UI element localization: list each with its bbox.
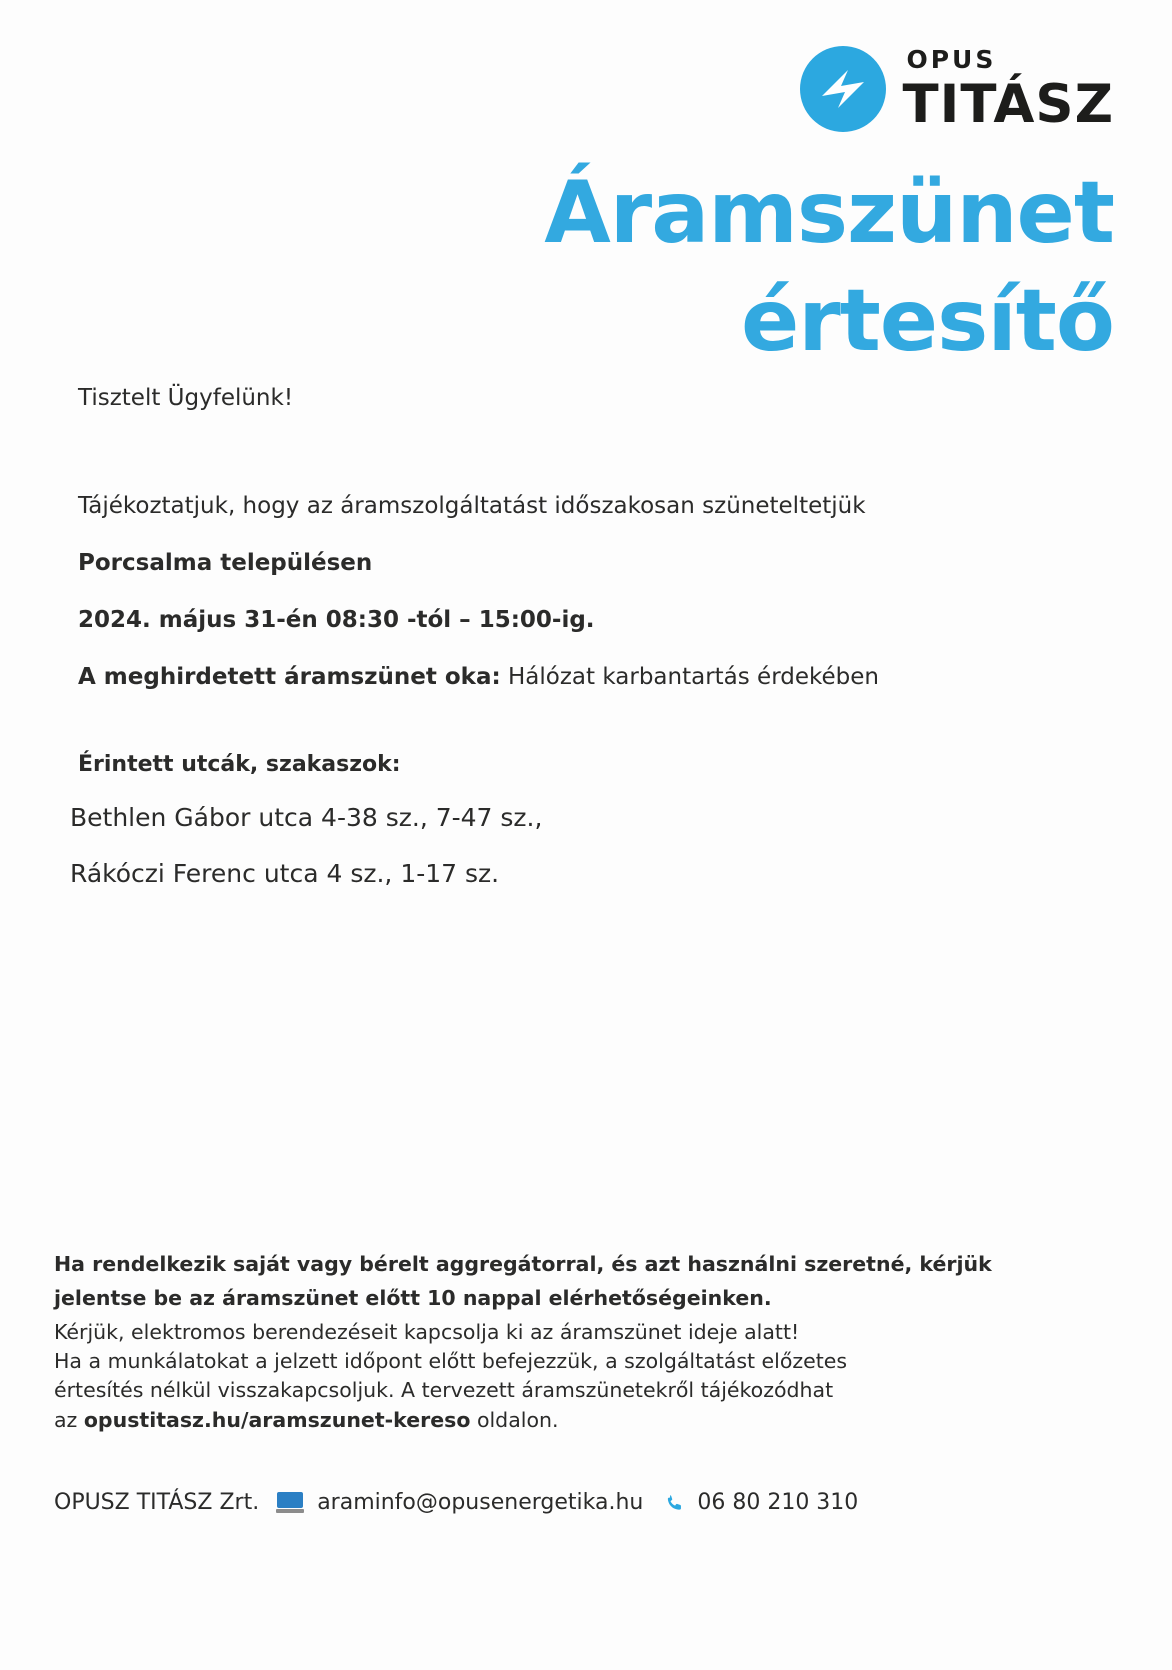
monitor-icon	[276, 1492, 304, 1514]
website-link[interactable]: opustitasz.hu/aramszunet-kereso	[83, 1407, 471, 1432]
streets-label: Érintett utcák, szakaszok:	[78, 752, 401, 777]
footer-notes	[54, 1250, 1084, 1435]
contact-email[interactable]: araminfo@opusenergetika.hu	[317, 1490, 644, 1515]
intro-text: Tájékoztatjuk, hogy az áramszolgáltatást időszakosan szüneteltetjük	[78, 493, 866, 519]
reason-label: A meghirdetett áramszünet oka:	[78, 663, 501, 690]
brand-wordmark	[902, 45, 1114, 135]
footer-note-3: értesítés nélkül visszakapcsoljuk. A tervezett áramszünetekről tájékozódhat	[54, 1378, 834, 1403]
notice-body	[78, 492, 1038, 720]
opus-bolt-icon	[800, 46, 886, 132]
footer-note-4-prefix: az	[54, 1407, 84, 1432]
footer-note-1: Kérjük, elektromos berendezéseit kapcsolja ki az áramszünet ideje alatt!	[54, 1320, 800, 1345]
page-title-line2: értesítő	[740, 270, 1114, 371]
contact-phone[interactable]: 06 80 210 310	[697, 1490, 859, 1515]
phone-icon	[664, 1492, 686, 1514]
footer-note-4-suffix: oldalon.	[470, 1407, 559, 1432]
brand-logo	[800, 45, 1114, 135]
reason-line	[78, 663, 1038, 693]
contact-line	[54, 1490, 858, 1515]
brand-opus-text: OPUS	[906, 45, 997, 74]
list-item: Rákóczi Ferenc utca 4 sz., 1-17 sz.	[70, 859, 500, 888]
brand-titasz-text: TITÁSZ	[902, 74, 1114, 135]
streets-list	[70, 805, 970, 917]
page-title-line1: Áramszünet	[544, 163, 1114, 263]
footer-bold-line-1: Ha rendelkezik saját vagy bérelt aggregátorral, és azt használni szeretné, kérjük	[54, 1252, 992, 1276]
company-name: OPUSZ TITÁSZ Zrt.	[54, 1490, 260, 1515]
salutation: Tisztelt Ügyfelünk!	[78, 385, 294, 411]
footer-note-4	[54, 1406, 1084, 1435]
footer-bold-line-2: jelentse be az áramszünet előtt 10 nappal elérhetőségeinken.	[54, 1286, 772, 1311]
page-title	[334, 160, 1114, 375]
list-item: Bethlen Gábor utca 4-38 sz., 7-47 sz.,	[70, 803, 543, 832]
reason-value: Hálózat karbantartás érdekében	[508, 663, 879, 690]
settlement-text: Porcsalma településen	[78, 549, 373, 576]
datetime-text: 2024. május 31-én 08:30 -tól – 15:00-ig.	[78, 606, 595, 633]
footer-note-2: Ha a munkálatokat a jelzett időpont előtt befejezzük, a szolgáltatást előzetes	[54, 1349, 848, 1374]
